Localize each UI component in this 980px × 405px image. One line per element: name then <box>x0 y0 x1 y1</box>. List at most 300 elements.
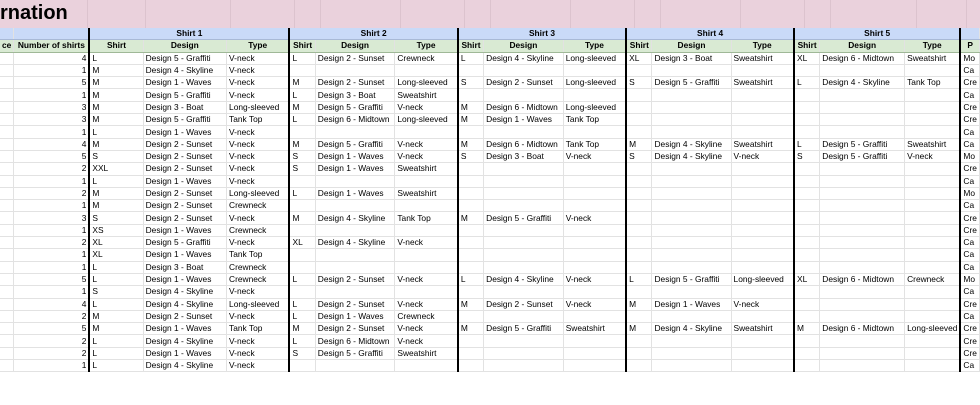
shirt-size-cell[interactable]: S <box>289 347 315 359</box>
shirt-size-cell[interactable] <box>794 360 820 372</box>
design-cell[interactable]: Design 5 - Graffiti <box>820 150 905 162</box>
group-header-blank[interactable] <box>960 28 979 40</box>
design-cell[interactable]: Design 4 - Skyline <box>315 212 395 224</box>
type-cell[interactable]: Tank Top <box>227 114 290 126</box>
type-cell[interactable]: Long-sleeved <box>227 298 290 310</box>
design-cell[interactable]: Design 6 - Midtown <box>315 114 395 126</box>
shirt-size-cell[interactable]: M <box>626 298 652 310</box>
shirt-size-cell[interactable]: M <box>794 323 820 335</box>
shirt-size-cell[interactable]: XL <box>289 237 315 249</box>
type-cell[interactable] <box>905 212 961 224</box>
type-cell[interactable]: V-neck <box>227 138 290 150</box>
shirt-size-cell[interactable] <box>626 347 652 359</box>
shirt-size-cell[interactable]: L <box>289 298 315 310</box>
number-of-shirts-cell[interactable]: 1 <box>14 175 90 187</box>
shirt-size-cell[interactable]: L <box>458 52 484 64</box>
cut-right-cell[interactable]: Mo <box>960 187 979 199</box>
type-cell[interactable]: Long-sleeved <box>905 323 961 335</box>
design-cell[interactable]: Design 2 - Sunset <box>143 163 226 175</box>
type-cell[interactable] <box>563 360 626 372</box>
design-cell[interactable]: Design 4 - Skyline <box>143 286 226 298</box>
shirt-size-cell[interactable] <box>626 163 652 175</box>
shirt-size-cell[interactable]: XL <box>626 52 652 64</box>
group-header-shirt-5[interactable]: Shirt 5 <box>794 28 960 40</box>
shirt-size-cell[interactable] <box>626 310 652 322</box>
shirt-size-cell[interactable]: L <box>289 273 315 285</box>
type-cell[interactable]: V-neck <box>227 89 290 101</box>
cut-right-cell[interactable]: Cre <box>960 335 979 347</box>
shirt-size-cell[interactable] <box>794 89 820 101</box>
type-cell[interactable] <box>395 200 458 212</box>
cut-right-cell[interactable]: Cre <box>960 101 979 113</box>
design-cell[interactable]: Design 3 - Boat <box>652 52 731 64</box>
design-cell[interactable] <box>820 163 905 175</box>
design-cell[interactable]: Design 2 - Sunset <box>143 150 226 162</box>
design-cell[interactable] <box>315 261 395 273</box>
shirt-size-cell[interactable] <box>626 89 652 101</box>
type-cell[interactable]: V-neck <box>731 298 794 310</box>
type-cell[interactable] <box>731 347 794 359</box>
row-cut-cell[interactable] <box>0 335 14 347</box>
number-of-shirts-cell[interactable]: 2 <box>14 163 90 175</box>
design-cell[interactable] <box>652 200 731 212</box>
type-cell[interactable] <box>395 175 458 187</box>
shirt-size-cell[interactable]: M <box>89 200 143 212</box>
shirt-size-cell[interactable] <box>458 310 484 322</box>
type-cell[interactable]: V-neck <box>395 323 458 335</box>
shirt-size-cell[interactable]: L <box>89 52 143 64</box>
shirt-size-cell[interactable] <box>458 126 484 138</box>
design-cell[interactable]: Design 5 - Graffiti <box>315 138 395 150</box>
type-cell[interactable] <box>731 175 794 187</box>
type-cell[interactable] <box>563 224 626 236</box>
design-cell[interactable] <box>652 163 731 175</box>
type-cell[interactable] <box>905 163 961 175</box>
design-cell[interactable]: Design 4 - Skyline <box>652 323 731 335</box>
number-of-shirts-cell[interactable]: 5 <box>14 273 90 285</box>
type-cell[interactable] <box>563 310 626 322</box>
design-cell[interactable] <box>652 114 731 126</box>
type-cell[interactable] <box>731 187 794 199</box>
shirt-size-cell[interactable] <box>794 347 820 359</box>
shirt-size-cell[interactable] <box>458 237 484 249</box>
shirt-size-cell[interactable] <box>794 101 820 113</box>
shirt-size-cell[interactable] <box>794 64 820 76</box>
shirt-size-cell[interactable]: L <box>289 89 315 101</box>
type-cell[interactable] <box>731 89 794 101</box>
shirt-size-cell[interactable]: S <box>794 150 820 162</box>
design-cell[interactable] <box>652 237 731 249</box>
number-of-shirts-cell[interactable]: 2 <box>14 310 90 322</box>
design-cell[interactable] <box>484 126 564 138</box>
number-of-shirts-cell[interactable]: 1 <box>14 224 90 236</box>
shirt-size-cell[interactable]: L <box>626 273 652 285</box>
design-cell[interactable] <box>820 347 905 359</box>
cut-right-cell[interactable]: Ca <box>960 89 979 101</box>
design-cell[interactable] <box>820 126 905 138</box>
shirt-size-cell[interactable]: L <box>89 360 143 372</box>
type-cell[interactable]: V-neck <box>227 310 290 322</box>
shirt-size-cell[interactable] <box>626 286 652 298</box>
type-cell[interactable] <box>905 298 961 310</box>
shirt-size-cell[interactable] <box>458 224 484 236</box>
row-cut-cell[interactable] <box>0 310 14 322</box>
design-cell[interactable]: Design 6 - Midtown <box>820 273 905 285</box>
column-header-cut-right[interactable]: P <box>960 40 979 52</box>
type-cell[interactable] <box>731 224 794 236</box>
type-cell[interactable] <box>905 286 961 298</box>
row-cut-cell[interactable] <box>0 64 14 76</box>
type-cell[interactable]: V-neck <box>563 150 626 162</box>
shirt-size-cell[interactable]: L <box>289 52 315 64</box>
shirt-size-cell[interactable] <box>458 360 484 372</box>
design-cell[interactable] <box>484 175 564 187</box>
type-cell[interactable] <box>395 360 458 372</box>
design-cell[interactable]: Design 2 - Sunset <box>143 187 226 199</box>
number-of-shirts-cell[interactable]: 5 <box>14 150 90 162</box>
type-cell[interactable]: Sweatshirt <box>731 138 794 150</box>
type-cell[interactable] <box>905 114 961 126</box>
type-cell[interactable] <box>395 249 458 261</box>
shirt-size-cell[interactable] <box>626 237 652 249</box>
shirt-size-cell[interactable] <box>458 347 484 359</box>
type-cell[interactable] <box>731 163 794 175</box>
design-cell[interactable]: Design 4 - Skyline <box>652 150 731 162</box>
design-cell[interactable] <box>820 310 905 322</box>
row-cut-cell[interactable] <box>0 261 14 273</box>
shirt-size-cell[interactable]: M <box>89 64 143 76</box>
cut-right-cell[interactable]: Cre <box>960 77 979 89</box>
type-cell[interactable]: V-neck <box>227 335 290 347</box>
design-cell[interactable]: Design 2 - Sunset <box>315 298 395 310</box>
design-cell[interactable]: Design 1 - Waves <box>143 126 226 138</box>
shirt-size-cell[interactable] <box>626 175 652 187</box>
shirt-size-cell[interactable] <box>458 64 484 76</box>
cut-right-cell[interactable]: Ca <box>960 126 979 138</box>
shirt-size-cell[interactable]: L <box>289 335 315 347</box>
shirt-size-cell[interactable] <box>794 175 820 187</box>
number-of-shirts-cell[interactable]: 4 <box>14 138 90 150</box>
design-cell[interactable]: Design 6 - Midtown <box>484 101 564 113</box>
group-header-shirt-2[interactable]: Shirt 2 <box>289 28 457 40</box>
type-cell[interactable] <box>563 126 626 138</box>
shirt-size-cell[interactable] <box>458 249 484 261</box>
design-cell[interactable] <box>484 249 564 261</box>
row-cut-cell[interactable] <box>0 89 14 101</box>
cut-right-cell[interactable]: Cre <box>960 224 979 236</box>
design-cell[interactable] <box>315 200 395 212</box>
type-cell[interactable]: V-neck <box>905 150 961 162</box>
design-cell[interactable]: Design 5 - Graffiti <box>652 77 731 89</box>
type-cell[interactable]: Sweatshirt <box>905 52 961 64</box>
type-cell[interactable] <box>395 64 458 76</box>
type-cell[interactable]: Crewneck <box>227 261 290 273</box>
type-cell[interactable] <box>563 335 626 347</box>
shirt-size-cell[interactable] <box>794 114 820 126</box>
design-cell[interactable]: Design 1 - Waves <box>143 249 226 261</box>
shirt-size-cell[interactable]: L <box>89 335 143 347</box>
design-cell[interactable]: Design 1 - Waves <box>143 323 226 335</box>
design-cell[interactable] <box>315 360 395 372</box>
design-cell[interactable]: Design 1 - Waves <box>484 114 564 126</box>
type-cell[interactable]: Crewneck <box>395 52 458 64</box>
design-cell[interactable] <box>484 89 564 101</box>
shirt-size-cell[interactable]: XL <box>89 237 143 249</box>
shirt-size-cell[interactable] <box>289 360 315 372</box>
design-cell[interactable]: Design 5 - Graffiti <box>143 114 226 126</box>
shirt-size-cell[interactable]: L <box>89 298 143 310</box>
cut-right-cell[interactable]: Cre <box>960 323 979 335</box>
design-cell[interactable] <box>484 335 564 347</box>
type-cell[interactable] <box>905 347 961 359</box>
design-cell[interactable] <box>484 237 564 249</box>
shirt-size-cell[interactable]: M <box>89 310 143 322</box>
design-cell[interactable]: Design 5 - Graffiti <box>315 347 395 359</box>
type-cell[interactable]: Crewneck <box>227 273 290 285</box>
type-cell[interactable]: V-neck <box>395 298 458 310</box>
shirt-size-cell[interactable] <box>794 200 820 212</box>
type-cell[interactable] <box>563 163 626 175</box>
design-cell[interactable] <box>652 286 731 298</box>
column-header-type[interactable]: Type <box>731 40 794 52</box>
type-cell[interactable]: V-neck <box>395 150 458 162</box>
shirt-size-cell[interactable]: S <box>89 150 143 162</box>
cut-right-cell[interactable]: Cre <box>960 163 979 175</box>
design-cell[interactable]: Design 5 - Graffiti <box>484 212 564 224</box>
type-cell[interactable] <box>731 249 794 261</box>
column-header-shirt[interactable]: Shirt <box>89 40 143 52</box>
design-cell[interactable]: Design 1 - Waves <box>652 298 731 310</box>
shirt-size-cell[interactable] <box>794 163 820 175</box>
type-cell[interactable] <box>905 261 961 273</box>
design-cell[interactable] <box>652 126 731 138</box>
type-cell[interactable] <box>731 310 794 322</box>
type-cell[interactable] <box>731 335 794 347</box>
row-cut-cell[interactable] <box>0 212 14 224</box>
row-cut-cell[interactable] <box>0 150 14 162</box>
cut-right-cell[interactable]: Mo <box>960 52 979 64</box>
shirt-size-cell[interactable] <box>626 261 652 273</box>
shirt-size-cell[interactable] <box>794 335 820 347</box>
design-cell[interactable] <box>820 286 905 298</box>
type-cell[interactable]: Long-sleeved <box>227 187 290 199</box>
row-cut-cell[interactable] <box>0 323 14 335</box>
row-cut-cell[interactable] <box>0 298 14 310</box>
cut-right-cell[interactable]: Ca <box>960 64 979 76</box>
type-cell[interactable]: Tank Top <box>563 114 626 126</box>
design-cell[interactable]: Design 4 - Skyline <box>820 77 905 89</box>
shirt-size-cell[interactable] <box>458 261 484 273</box>
type-cell[interactable]: Sweatshirt <box>905 138 961 150</box>
type-cell[interactable]: V-neck <box>227 175 290 187</box>
design-cell[interactable]: Design 4 - Skyline <box>315 237 395 249</box>
row-cut-cell[interactable] <box>0 360 14 372</box>
group-header-shirt-1[interactable]: Shirt 1 <box>89 28 289 40</box>
number-of-shirts-cell[interactable]: 2 <box>14 237 90 249</box>
shirt-size-cell[interactable]: M <box>289 101 315 113</box>
design-cell[interactable] <box>484 200 564 212</box>
type-cell[interactable] <box>563 64 626 76</box>
design-cell[interactable] <box>652 360 731 372</box>
design-cell[interactable] <box>820 335 905 347</box>
cut-right-cell[interactable]: Cre <box>960 298 979 310</box>
shirt-size-cell[interactable]: M <box>89 323 143 335</box>
column-header-type[interactable]: Type <box>227 40 290 52</box>
design-cell[interactable]: Design 5 - Graffiti <box>652 273 731 285</box>
type-cell[interactable] <box>563 200 626 212</box>
type-cell[interactable] <box>563 237 626 249</box>
design-cell[interactable] <box>652 224 731 236</box>
type-cell[interactable]: Tank Top <box>395 212 458 224</box>
shirt-size-cell[interactable]: M <box>89 101 143 113</box>
design-cell[interactable] <box>484 163 564 175</box>
group-header-blank[interactable] <box>14 28 90 40</box>
shirt-size-cell[interactable]: L <box>289 187 315 199</box>
type-cell[interactable] <box>731 200 794 212</box>
design-cell[interactable]: Design 5 - Graffiti <box>315 101 395 113</box>
design-cell[interactable]: Design 2 - Sunset <box>143 138 226 150</box>
design-cell[interactable] <box>652 175 731 187</box>
shirt-size-cell[interactable] <box>626 360 652 372</box>
shirt-size-cell[interactable]: XXL <box>89 163 143 175</box>
shirt-size-cell[interactable]: M <box>458 114 484 126</box>
row-cut-cell[interactable] <box>0 175 14 187</box>
shirt-size-cell[interactable] <box>289 175 315 187</box>
design-cell[interactable]: Design 5 - Graffiti <box>143 89 226 101</box>
type-cell[interactable]: V-neck <box>227 286 290 298</box>
shirt-size-cell[interactable] <box>626 224 652 236</box>
type-cell[interactable]: V-neck <box>395 273 458 285</box>
cut-right-cell[interactable]: Mo <box>960 273 979 285</box>
design-cell[interactable]: Design 2 - Sunset <box>484 77 564 89</box>
shirt-size-cell[interactable] <box>626 126 652 138</box>
type-cell[interactable] <box>731 261 794 273</box>
cut-right-cell[interactable]: Cre <box>960 114 979 126</box>
design-cell[interactable] <box>315 286 395 298</box>
type-cell[interactable]: Crewneck <box>227 200 290 212</box>
design-cell[interactable]: Design 4 - Skyline <box>143 64 226 76</box>
type-cell[interactable] <box>563 286 626 298</box>
design-cell[interactable] <box>652 261 731 273</box>
shirt-size-cell[interactable]: M <box>458 138 484 150</box>
design-cell[interactable] <box>820 200 905 212</box>
number-of-shirts-cell[interactable]: 4 <box>14 298 90 310</box>
shirt-size-cell[interactable] <box>289 64 315 76</box>
type-cell[interactable]: V-neck <box>227 64 290 76</box>
type-cell[interactable]: Sweatshirt <box>731 323 794 335</box>
shirt-size-cell[interactable]: S <box>626 150 652 162</box>
design-cell[interactable]: Design 3 - Boat <box>143 261 226 273</box>
shirt-size-cell[interactable] <box>794 224 820 236</box>
type-cell[interactable]: Tank Top <box>905 77 961 89</box>
design-cell[interactable] <box>484 224 564 236</box>
design-cell[interactable]: Design 1 - Waves <box>315 150 395 162</box>
group-header-blank[interactable] <box>0 28 14 40</box>
shirt-size-cell[interactable]: S <box>89 212 143 224</box>
design-cell[interactable] <box>315 224 395 236</box>
design-cell[interactable] <box>484 360 564 372</box>
design-cell[interactable] <box>484 261 564 273</box>
type-cell[interactable]: V-neck <box>227 126 290 138</box>
column-header-design[interactable]: Design <box>652 40 731 52</box>
design-cell[interactable] <box>652 212 731 224</box>
number-of-shirts-cell[interactable]: 2 <box>14 347 90 359</box>
design-cell[interactable]: Design 2 - Sunset <box>143 310 226 322</box>
shirt-size-cell[interactable] <box>626 64 652 76</box>
type-cell[interactable] <box>731 101 794 113</box>
type-cell[interactable]: V-neck <box>227 77 290 89</box>
cut-right-cell[interactable]: Ca <box>960 286 979 298</box>
design-cell[interactable] <box>652 187 731 199</box>
shirt-size-cell[interactable]: M <box>89 89 143 101</box>
shirt-size-cell[interactable]: M <box>458 212 484 224</box>
type-cell[interactable]: Long-sleeved <box>731 273 794 285</box>
design-cell[interactable]: Design 6 - Midtown <box>484 138 564 150</box>
design-cell[interactable]: Design 4 - Skyline <box>652 138 731 150</box>
shirt-size-cell[interactable] <box>626 101 652 113</box>
cut-right-cell[interactable]: Ca <box>960 200 979 212</box>
shirt-size-cell[interactable] <box>289 224 315 236</box>
type-cell[interactable]: Sweatshirt <box>395 187 458 199</box>
type-cell[interactable]: Tank Top <box>563 138 626 150</box>
design-cell[interactable]: Design 5 - Graffiti <box>143 237 226 249</box>
design-cell[interactable]: Design 3 - Boat <box>315 89 395 101</box>
type-cell[interactable]: V-neck <box>227 52 290 64</box>
shirt-size-cell[interactable] <box>458 335 484 347</box>
column-header-type[interactable]: Type <box>563 40 626 52</box>
design-cell[interactable]: Design 1 - Waves <box>315 310 395 322</box>
type-cell[interactable] <box>395 286 458 298</box>
design-cell[interactable] <box>820 212 905 224</box>
design-cell[interactable] <box>820 360 905 372</box>
design-cell[interactable] <box>820 237 905 249</box>
design-cell[interactable]: Design 4 - Skyline <box>143 360 226 372</box>
type-cell[interactable]: V-neck <box>395 335 458 347</box>
design-cell[interactable]: Design 1 - Waves <box>143 273 226 285</box>
type-cell[interactable]: Sweatshirt <box>395 163 458 175</box>
row-cut-cell[interactable] <box>0 249 14 261</box>
type-cell[interactable] <box>905 126 961 138</box>
shirt-size-cell[interactable]: L <box>89 347 143 359</box>
shirt-size-cell[interactable]: S <box>89 286 143 298</box>
shirt-size-cell[interactable]: M <box>89 114 143 126</box>
column-header-design[interactable]: Design <box>820 40 905 52</box>
column-header-design[interactable]: Design <box>315 40 395 52</box>
design-cell[interactable]: Design 3 - Boat <box>484 150 564 162</box>
column-header-cut[interactable]: ce <box>0 40 14 52</box>
type-cell[interactable]: Sweatshirt <box>395 347 458 359</box>
number-of-shirts-cell[interactable]: 3 <box>14 114 90 126</box>
type-cell[interactable]: Sweatshirt <box>731 77 794 89</box>
type-cell[interactable]: Crewneck <box>905 273 961 285</box>
type-cell[interactable]: V-neck <box>227 237 290 249</box>
cut-right-cell[interactable]: Cre <box>960 347 979 359</box>
design-cell[interactable]: Design 2 - Sunset <box>143 212 226 224</box>
shirt-size-cell[interactable]: S <box>289 163 315 175</box>
design-cell[interactable] <box>484 286 564 298</box>
row-cut-cell[interactable] <box>0 187 14 199</box>
type-cell[interactable] <box>905 360 961 372</box>
design-cell[interactable]: Design 1 - Waves <box>143 175 226 187</box>
shirt-size-cell[interactable] <box>289 200 315 212</box>
type-cell[interactable] <box>731 237 794 249</box>
row-cut-cell[interactable] <box>0 138 14 150</box>
shirt-size-cell[interactable]: XL <box>794 52 820 64</box>
shirt-size-cell[interactable] <box>626 187 652 199</box>
shirt-size-cell[interactable]: L <box>458 273 484 285</box>
type-cell[interactable] <box>905 175 961 187</box>
design-cell[interactable]: Design 6 - Midtown <box>820 52 905 64</box>
